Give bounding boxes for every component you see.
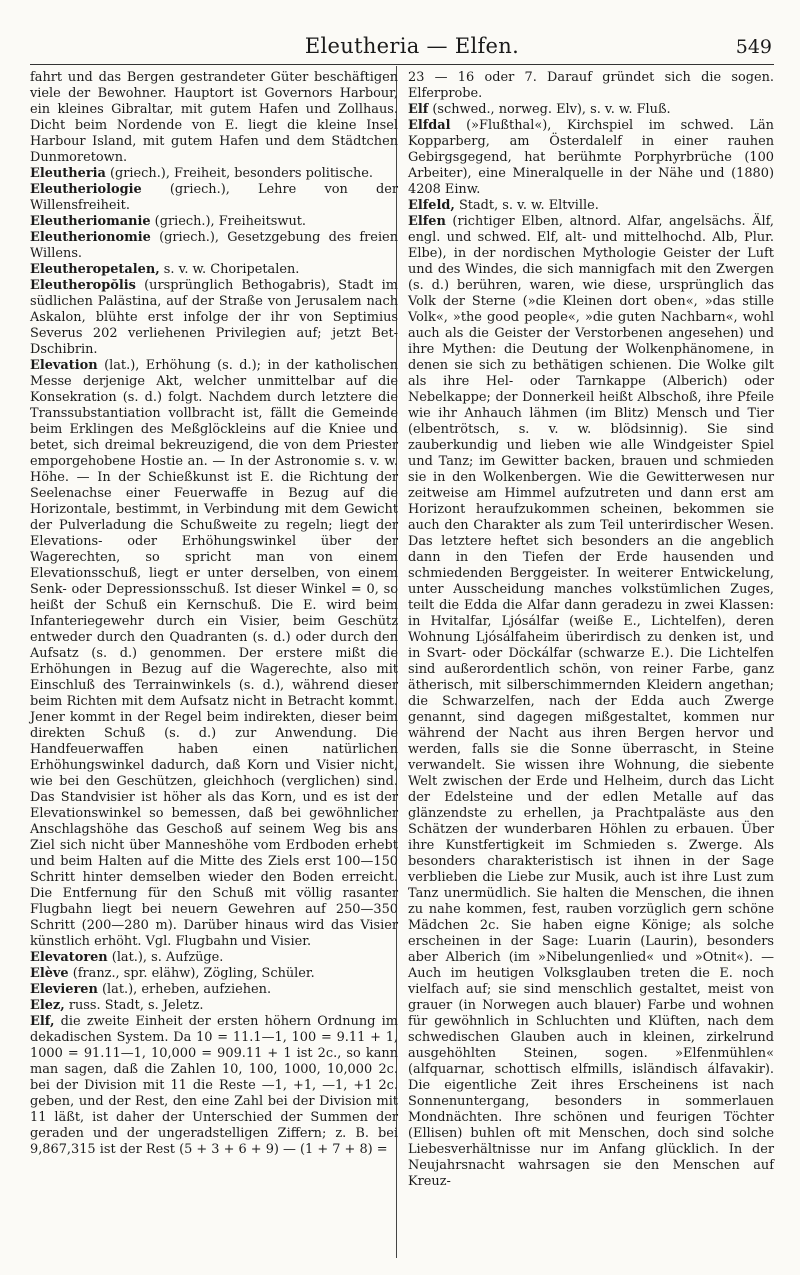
entry-text: (schwed., norweg. Elv), s. v. w. Fluß. bbox=[428, 102, 671, 117]
headword: Eleutheria bbox=[30, 166, 106, 181]
entry-text: (franz., spr. elähw), Zögling, Schüler. bbox=[68, 966, 315, 981]
entry bbox=[30, 358, 398, 950]
entry-text: (lat.), s. Aufzüge. bbox=[107, 950, 224, 965]
headword: Elfeld, bbox=[408, 198, 455, 213]
entry bbox=[30, 214, 398, 230]
headword: Elevatoren bbox=[30, 950, 108, 965]
headword: Eleutheropŏlis bbox=[30, 278, 136, 293]
entry bbox=[408, 198, 774, 214]
entry bbox=[30, 230, 398, 262]
entry bbox=[408, 118, 774, 198]
headword: Elevation bbox=[30, 358, 98, 373]
headword: Elfdal bbox=[408, 118, 451, 133]
headword: Eleutheropetalen, bbox=[30, 262, 160, 277]
headword: Elevieren bbox=[30, 982, 98, 997]
page-number: 549 bbox=[735, 36, 772, 58]
entry bbox=[30, 950, 398, 966]
entry-text: 23 — 16 oder 7. Darauf gründet sich die sogen. Elferprobe. bbox=[408, 70, 774, 101]
entry bbox=[30, 182, 398, 214]
entry-text: (ursprünglich Bethogabris), Stadt im südlichen Palästina, auf der Straße von Jerusalem nach Askalon, blühte erst infolge der ihr von Septimius Severus 202 verliehenen Privilegien auf; jetzt Bet-Dschibrin. bbox=[30, 278, 398, 357]
entry-text: (griech.), Gesetzgebung des freien Willens. bbox=[30, 230, 398, 261]
entry-text: fahrt und das Bergen gestrandeter Güter beschäftigen viele der Bewohner. Hauptort ist Governors Harbour, ein kleines Gibraltar, mit gutem Hafen und Zollhaus. Dicht beim Nordende von E. liegt die kleine Insel Harbour Island, mit gutem Hafen und dem Städtchen Dunmoretown. bbox=[30, 70, 398, 165]
entry-text: (griech.), Freiheitswut. bbox=[150, 214, 307, 229]
entry bbox=[408, 70, 774, 102]
headword: Elf bbox=[408, 102, 429, 117]
entry bbox=[30, 262, 398, 278]
entry bbox=[408, 102, 774, 118]
entry-text: (griech.), Lehre von der Willensfreiheit. bbox=[30, 182, 398, 213]
entry bbox=[408, 214, 774, 1190]
entry-text: (richtiger Elben, altnord. Alfar, angelsächs. Älf, engl. und schwed. Elf, alt- und mittelhochd. Alb, Plur. Elbe), in der nordischen Mythologie Geister der Luft und des Windes, die sich mannigfach mit den Zwergen (s. d.) berühren, waren, wie diese, ursprünglich das Volk der Sterne (»die Kleinen dort oben«, »das stille Volk«, »the good people«, »die guten Nachbarn«, wohl auch als die Geister der Verstorbenen angesehen) und ihre Mythen: die Deutung der Wolkenphänomene, in denen sie sich zu bethätigen schienen. Die Wolke gilt als ihre Hel- oder Tarnkappe (Alberich) oder Nebelkappe; der Donnerkeil heißt Albschoß, ihre Pfeile wie ihr Anhauch lähmen (im Blitz) Mensch und Tier (elbentrötsch, s. v. w. blödsinnig). Sie sind zauberkundig und lieben wie alle Windgeister Spiel und Tanz; im Gewitter backen, brauen und schmieden sie in den Wolkenbergen. Wie die Gewitterwesen nur zeitweise am Himmel aufzutreten und dann erst am Horizont heraufzukommen scheinen, bekommen sie auch den Charakter als zum Teil unterirdischer Wesen. Das letztere heftet sich besonders an die angeblich dann in den Tiefen der Erde hausenden und schmiedenden Berggeister. In weiterer Entwickelung, unter Ausscheidung manches volkstümlichen Zuges, teilt die Edda die Alfar dann geradezu in zwei Klassen: in Hvitalfar, Ljósálfar (weiße E., Lichtelfen), deren Wohnung Ljósálfaheim überirdisch zu denken ist, und in Svart- oder Döckálfar (schwarze E.). Die Lichtelfen sind außerordentlich schön, von reiner Farbe, ganz ätherisch, mit silberschimmernden Kleidern angethan; die Schwarzelfen, nach der Edda auch Zwerge genannt, sind dagegen mißgestaltet, kommen nur während der Nacht aus ihren Bergen hervor und werden, falls sie die Sonne überrascht, in Steine verwandelt. Sie wissen ihre Wohnung, die siebente Welt zwischen der Erde und Helheim, durch das Licht der Edelsteine und der edlen Metalle auf das glänzendste zu erhellen, ja Prachtpaläste aus den Schätzen der wunderbaren Höhlen zu erbauen. Über ihre Kunstfertigkeit im Schmieden s. Zwerge. Als besonders charakteristisch ist ihnen in der Sage verblieben die Liebe zur Musik, auch ist ihre Lust zum Tanz unermüdlich. Sie halten die Menschen, die ihnen zu nahe kommen, fest, rauben vorzüglich gern schöne Mädchen 2c. Sie haben eigne Könige; als solche erscheinen in der Sage: Luarin (Laurin), besonders aber Alberich (im »Nibelungenlied« und »Otnit«). — Auch im heutigen Volksglauben treten die E. noch vielfach auf; sie sind menschlich gestaltet, meist von grauer (in Norwegen auch blauer) Farbe und wohnen für gewöhnlich in Schluchten und Klüften, nach dem schwedischen Glauben auch in kleinen, zirkelrund ausgehöhlten Steinen, sogen. »Elfenmühlen« (alfquarnar, schottisch elfmills, isländisch álfavakir). Die eigentliche Zeit ihres Erscheinens ist nach Sonnenuntergang, besonders in sommerlauen Mondnächten. Ihre schönen und feurigen Töchter (Ellisen) buhlen oft mit Menschen, doch sind solche Liebesverhältnisse nur im Anfang glücklich. In der Neujahrsnacht wahrsagen sie den Menschen auf Kreuz- bbox=[408, 214, 774, 1189]
headword: Eleutheriologie bbox=[30, 182, 142, 197]
entry-text: s. v. w. Choripetalen. bbox=[159, 262, 300, 277]
entry-text: (lat.), erheben, aufziehen. bbox=[97, 982, 272, 997]
entry-text: (griech.), Freiheit, besonders politische. bbox=[105, 166, 374, 181]
right-column bbox=[408, 70, 774, 1190]
entry bbox=[30, 1014, 398, 1158]
entry bbox=[30, 166, 398, 182]
entry bbox=[30, 278, 398, 358]
headword: Elf, bbox=[30, 1014, 55, 1029]
entry-text: (lat.), Erhöhung (s. d.); in der katholischen Messe derjenige Akt, welcher unmittelbar auf die Konsekration (s. d.) folgt. Nachdem durch letztere die Transsubstantiation vollbracht ist, fällt die Gemeinde beim Erklingen des Meßglöckleins auf die Kniee und betet, sich dreimal bekreuzigend, die von dem Priester emporgehobene Hostie an. — In der Astronomie s. v. w. Höhe. — In der Schießkunst ist E. die Richtung der Seelenachse einer Feuerwaffe in Bezug auf die Horizontale, bestimmt, in Verbindung mit dem Gewicht der Pulverladung die Schußweite zu regeln; liegt der Elevations- oder Erhöhungswinkel über der Wagerechten, so spricht man von einem Elevationsschuß, liegt er unter derselben, von einem Senk- oder Depressionsschuß. Ist dieser Winkel = 0, so heißt der Schuß ein Kernschuß. Die E. wird beim Infanteriegewehr durch ein Visier, beim Geschütz entweder durch den Quadranten (s. d.) oder durch den Aufsatz (s. d.) genommen. Der erstere mißt die Erhöhungen in Bezug auf die Wagerechte, also mit Einschluß des Terrainwinkels (s. d.), während dieser beim Richten mit dem Aufsatz nicht in Betracht kommt. Jener kommt in der Regel beim indirekten, dieser beim direkten Schuß (s. d.) zur Anwendung. Die Handfeuerwaffen haben einen natürlichen Erhöhungswinkel dadurch, daß Korn und Visier nicht, wie bei den Geschützen, gleichhoch (verglichen) sind. Das Standvisier ist höher als das Korn, und es ist der Elevationswinkel so bemessen, daß bei gewöhnlicher Anschlagshöhe das Geschoß auf seinem Weg bis ans Ziel sich nicht über Manneshöhe vom Erdboden erhebt und beim Halten auf die Mitte des Ziels erst 100—150 Schritt hinter demselben wieder den Boden erreicht. Die Entfernung für den Schuß mit völlig rasanter Flugbahn liegt bei neuern Gewehren auf 250—350 Schritt (200—280 m). Darüber hinaus wird das Visier künstlich erhöht. Vgl. Flugbahn und Visier. bbox=[30, 358, 398, 949]
entry bbox=[30, 70, 398, 166]
headword: Eleutheriomanie bbox=[30, 214, 151, 229]
headword: Elez, bbox=[30, 998, 65, 1013]
running-title: Eleutheria — Elfen. bbox=[304, 34, 520, 58]
entry-text: (»Flußthal«), Kirchspiel im schwed. Län Kopparberg, am Österdalelf in einer rauhen Gebirgsgegend, hat berühmte Porphyrbrüche (100 Arbeiter), eine Mineralquelle in der Nähe und (1880) 4208 Einw. bbox=[408, 118, 774, 197]
entry-text: Stadt, s. v. w. Eltville. bbox=[454, 198, 599, 213]
headword: Eleutherionomie bbox=[30, 230, 151, 245]
entry bbox=[30, 998, 398, 1014]
headword: Elfen bbox=[408, 214, 446, 229]
entry-text: die zweite Einheit der ersten höhern Ordnung im dekadischen System. Da 10 = 11.1—1, 100 = 9.11 + 1, 1000 = 91.11—1, 10,000 = 909.11 + 1 ist 2c., so kann man sagen, daß die Zahlen 10, 100, 1000, 10,000 2c. bei der Division mit 11 die Reste —1, +1, —1, +1 2c. geben, und der Rest, den eine Zahl bei der Division mit 11 läßt, ist daher der Unterschied der Summen der geraden und der ungeradstelligen Ziffern; z. B. bei 9,867,315 ist der Rest (5 + 3 + 6 + 9) — (1 + 7 + 8) = bbox=[30, 1014, 398, 1157]
page-header bbox=[52, 28, 772, 68]
entry-text: russ. Stadt, s. Jeletz. bbox=[64, 998, 204, 1013]
headword: Elève bbox=[30, 966, 69, 981]
left-column bbox=[30, 70, 398, 1158]
entry bbox=[30, 966, 398, 982]
entry bbox=[30, 982, 398, 998]
header-rule bbox=[30, 64, 774, 65]
